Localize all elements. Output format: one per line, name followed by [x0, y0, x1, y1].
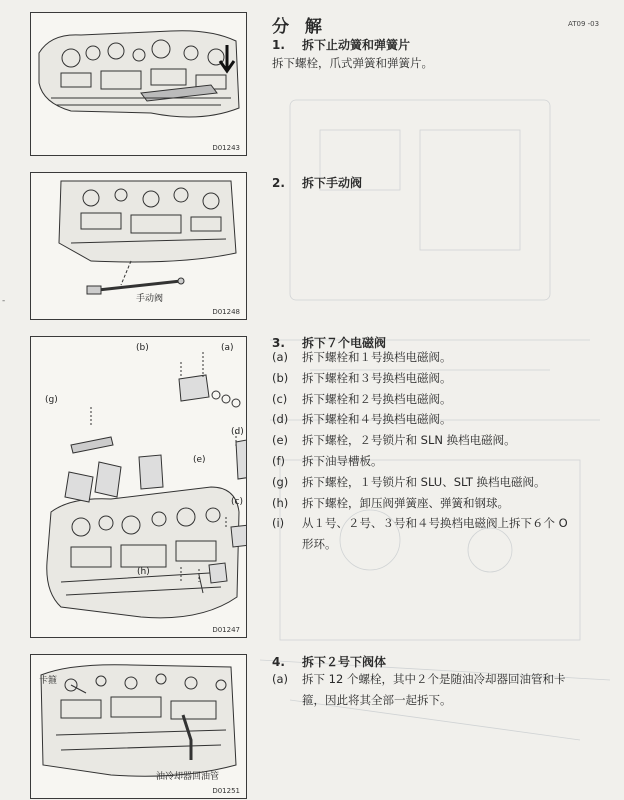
letter-g: (g)	[45, 395, 58, 405]
list-item: (c) 拆下螺栓和２号换档电磁阀。	[272, 391, 452, 406]
figure-2	[30, 172, 247, 320]
list-item: (d) 拆下螺栓和４号换档电磁阀。	[272, 412, 452, 427]
oil-cooler-return-pipe-callout: 油冷却器回油管	[156, 772, 220, 782]
page-reference: AT09 -03	[568, 20, 600, 28]
valve-body-drawing-1	[31, 13, 246, 155]
step-4-title: 4. 拆下２号下阀体	[272, 655, 387, 669]
step-1-text: 拆下螺栓，爪式弹簧和弹簧片。	[272, 56, 433, 70]
letter-h: (h)	[137, 567, 150, 577]
list-item: (e) 拆下螺栓，２号锁片和 SLN 换档电磁阀。	[272, 433, 516, 448]
letter-e: (e)	[193, 455, 206, 465]
manual-valve-callout: 手动阀	[136, 294, 164, 304]
letter-d: (d)	[231, 427, 244, 437]
letter-b: (b)	[136, 343, 149, 353]
list-item: (b) 拆下螺栓和３号换档电磁阀。	[272, 370, 452, 385]
step-4-list	[272, 669, 565, 711]
figure-code: D01247	[212, 626, 240, 634]
list-item: (h) 拆下螺栓，卸压阀弹簧座、弹簧和钢球。	[272, 495, 509, 510]
list-item: (f) 拆下油导槽板。	[272, 453, 383, 468]
list-item: (a) 拆下 12 个螺栓，其中２个是随油冷却器回油管和卡	[272, 672, 566, 686]
step-3-title: 3. 拆下７个电磁阀	[272, 336, 387, 350]
list-item: (a) 拆下螺栓和１号换档电磁阀。	[272, 350, 452, 364]
clamp-callout: 卡箍	[39, 676, 58, 686]
figure-code: D01248	[212, 308, 240, 316]
figure-1	[30, 12, 247, 156]
margin-mark: -	[2, 296, 6, 306]
figure-code: D01243	[212, 144, 240, 152]
solenoid-exploded-drawing	[31, 337, 246, 637]
figure-code: D01251	[212, 787, 240, 795]
list-item-continuation: 形环。	[302, 537, 337, 552]
figure-3	[30, 336, 247, 638]
figure-4	[30, 654, 247, 799]
letter-a: (a)	[221, 343, 234, 353]
list-item-continuation: 箍，因此将其全部一起拆下。	[302, 692, 452, 707]
list-item: (i) 从１号、２号、３号和４号换档电磁阀上拆下６个 O	[272, 516, 568, 531]
page-title: 分 解	[272, 17, 327, 37]
step-1-title: 1. 拆下止动簧和弹簧片	[272, 38, 411, 52]
letter-c: (c)	[231, 497, 243, 507]
list-item: (g) 拆下螺栓，１号锁片和 SLU、SLT 换档电磁阀。	[272, 474, 546, 489]
step-3-list	[272, 347, 568, 555]
step-2-title: 2. 拆下手动阀	[272, 176, 363, 190]
